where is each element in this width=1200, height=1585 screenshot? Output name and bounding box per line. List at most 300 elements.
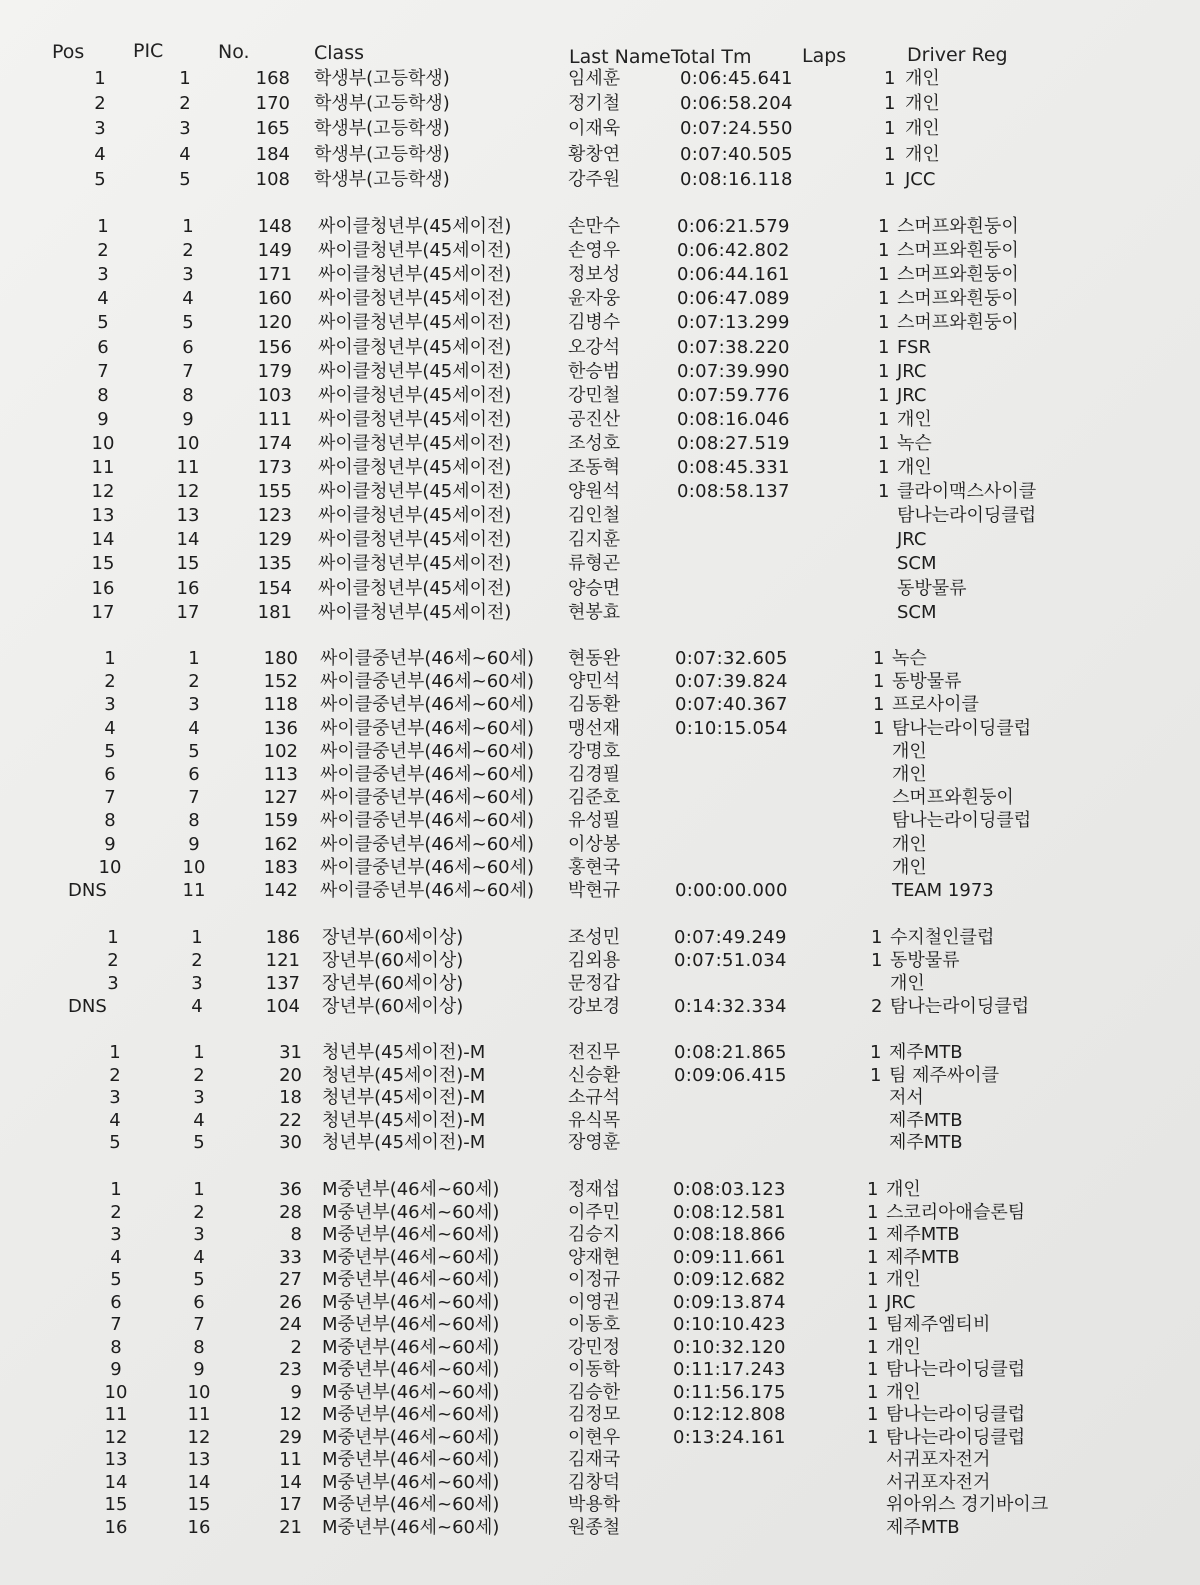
header-no: No.	[218, 41, 250, 63]
last-name-cell: 손만수	[568, 216, 621, 237]
class-cell: 싸이클청년부(45세이전)	[318, 553, 512, 574]
driver-reg-cell: 제주MTB	[886, 1517, 960, 1538]
laps-cell: 1	[870, 1042, 882, 1063]
pic-cell: 10	[176, 433, 200, 454]
pic-cell: 5	[179, 169, 191, 190]
bib-number-cell: 148	[257, 216, 292, 237]
bib-number-cell: 28	[279, 1202, 302, 1223]
bib-number-cell: 186	[265, 927, 300, 948]
driver-reg-cell: JCC	[905, 169, 936, 190]
total-time-cell: 0:08:03.123	[673, 1179, 786, 1200]
header-class: Class	[314, 42, 364, 64]
driver-reg-cell: 개인	[897, 409, 932, 430]
pos-cell: 3	[94, 118, 106, 139]
last-name-cell: 김승지	[568, 1224, 621, 1245]
pic-cell: 2	[191, 950, 203, 971]
pic-cell: 12	[176, 481, 200, 502]
driver-reg-cell: 스머프와흰둥이	[897, 240, 1019, 261]
pic-cell: 13	[187, 1449, 211, 1470]
last-name-cell: 양승면	[568, 578, 621, 599]
last-name-cell: 강민철	[568, 385, 621, 406]
bib-number-cell: 159	[263, 810, 298, 831]
last-name-cell: 이동학	[568, 1359, 621, 1380]
pic-cell: 1	[191, 927, 203, 948]
bib-number-cell: 111	[257, 409, 292, 430]
class-cell: 장년부(60세이상)	[322, 973, 464, 994]
last-name-cell: 김재국	[568, 1449, 621, 1470]
pos-cell: 2	[94, 93, 106, 114]
driver-reg-cell: 탐나는라이딩클럽	[897, 505, 1037, 526]
header-pos: Pos	[52, 41, 85, 63]
laps-cell: 1	[867, 1337, 879, 1358]
class-cell: M중년부(46세~60세)	[322, 1269, 500, 1290]
pos-cell: 12	[104, 1427, 128, 1448]
driver-reg-cell: 동방물류	[892, 671, 962, 692]
header-driver-reg: Driver Reg	[907, 44, 1008, 66]
last-name-cell: 정기철	[568, 93, 621, 114]
class-cell: 싸이클청년부(45세이전)	[318, 529, 512, 550]
class-cell: M중년부(46세~60세)	[322, 1382, 500, 1403]
pos-cell: 3	[104, 694, 116, 715]
class-cell: 싸이클청년부(45세이전)	[318, 361, 512, 382]
driver-reg-cell: 개인	[905, 93, 940, 114]
driver-reg-cell: 녹슨	[897, 433, 932, 454]
last-name-cell: 유식목	[568, 1110, 621, 1131]
last-name-cell: 이주민	[568, 1202, 621, 1223]
total-time-cell: 0:06:42.802	[677, 240, 790, 261]
class-cell: 싸이클청년부(45세이전)	[318, 481, 512, 502]
laps-cell: 1	[873, 694, 885, 715]
laps-cell: 1	[878, 457, 890, 478]
last-name-cell: 소규석	[568, 1087, 621, 1108]
class-cell: 청년부(45세이전)-M	[322, 1087, 486, 1108]
pic-cell: 5	[188, 741, 200, 762]
pos-cell: 3	[110, 1224, 122, 1245]
laps-cell: 1	[884, 93, 896, 114]
last-name-cell: 한승범	[568, 361, 621, 382]
header-pic: PIC	[133, 40, 164, 62]
total-time-cell: 0:08:18.866	[673, 1224, 786, 1245]
pos-cell: 3	[107, 973, 119, 994]
driver-reg-cell: 개인	[905, 68, 940, 89]
pic-cell: 4	[179, 144, 191, 165]
bib-number-cell: 102	[263, 741, 298, 762]
header-last-name: Last Name	[569, 46, 671, 68]
driver-reg-cell: 제주MTB	[889, 1132, 963, 1153]
last-name-cell: 김정모	[568, 1404, 621, 1425]
total-time-cell: 0:07:39.824	[675, 671, 788, 692]
total-time-cell: 0:00:00.000	[675, 880, 788, 901]
total-time-cell: 0:07:59.776	[677, 385, 790, 406]
last-name-cell: 임세훈	[568, 68, 621, 89]
class-cell: 싸이클청년부(45세이전)	[318, 457, 512, 478]
bib-number-cell: 170	[255, 93, 290, 114]
pic-cell: 2	[193, 1202, 205, 1223]
driver-reg-cell: 개인	[892, 741, 927, 762]
bib-number-cell: 24	[279, 1314, 302, 1335]
pos-cell: DNS	[68, 996, 107, 1017]
laps-cell: 1	[867, 1247, 879, 1268]
pos-cell: 4	[97, 288, 109, 309]
pic-cell: 8	[193, 1337, 205, 1358]
driver-reg-cell: FSR	[897, 337, 931, 358]
pic-cell: 15	[187, 1494, 211, 1515]
pic-cell: 2	[188, 671, 200, 692]
class-cell: 학생부(고등학생)	[314, 93, 450, 114]
bib-number-cell: 137	[265, 973, 300, 994]
bib-number-cell: 152	[263, 671, 298, 692]
class-cell: 싸이클중년부(46세~60세)	[320, 857, 535, 878]
pic-cell: 10	[187, 1382, 211, 1403]
bib-number-cell: 2	[290, 1337, 302, 1358]
driver-reg-cell: SCM	[897, 602, 937, 623]
pic-cell: 4	[182, 288, 194, 309]
bib-number-cell: 127	[263, 787, 298, 808]
pos-cell: 5	[104, 741, 116, 762]
total-time-cell: 0:07:13.299	[677, 312, 790, 333]
pic-cell: 8	[188, 810, 200, 831]
bib-number-cell: 174	[257, 433, 292, 454]
last-name-cell: 강명호	[568, 741, 621, 762]
pic-cell: 16	[187, 1517, 211, 1538]
total-time-cell: 0:08:45.331	[677, 457, 790, 478]
pos-cell: 9	[104, 834, 116, 855]
bib-number-cell: 11	[279, 1449, 302, 1470]
last-name-cell: 양재현	[568, 1247, 621, 1268]
last-name-cell: 윤자웅	[568, 288, 621, 309]
total-time-cell: 0:13:24.161	[673, 1427, 786, 1448]
last-name-cell: 김경필	[568, 764, 621, 785]
driver-reg-cell: 팀 제주싸이클	[889, 1065, 1000, 1086]
class-cell: 학생부(고등학생)	[314, 144, 450, 165]
pic-cell: 1	[179, 68, 191, 89]
class-cell: M중년부(46세~60세)	[322, 1472, 500, 1493]
laps-cell: 1	[867, 1269, 879, 1290]
pic-cell: 11	[176, 457, 200, 478]
driver-reg-cell: TEAM 1973	[892, 880, 994, 901]
last-name-cell: 이상봉	[568, 834, 621, 855]
last-name-cell: 강주원	[568, 169, 621, 190]
laps-cell: 1	[867, 1427, 879, 1448]
pic-cell: 7	[182, 361, 194, 382]
class-cell: M중년부(46세~60세)	[322, 1494, 500, 1515]
class-cell: M중년부(46세~60세)	[322, 1449, 500, 1470]
pos-cell: 5	[109, 1132, 121, 1153]
pic-cell: 3	[179, 118, 191, 139]
laps-cell: 1	[878, 288, 890, 309]
total-time-cell: 0:14:32.334	[674, 996, 787, 1017]
pic-cell: 4	[188, 718, 200, 739]
total-time-cell: 0:07:51.034	[674, 950, 787, 971]
pos-cell: 7	[104, 787, 116, 808]
last-name-cell: 김준호	[568, 787, 621, 808]
driver-reg-cell: 개인	[905, 118, 940, 139]
pic-cell: 17	[176, 602, 200, 623]
pic-cell: 6	[193, 1292, 205, 1313]
bib-number-cell: 171	[257, 264, 292, 285]
pic-cell: 4	[191, 996, 203, 1017]
pic-cell: 2	[179, 93, 191, 114]
last-name-cell: 양민석	[568, 671, 621, 692]
bib-number-cell: 181	[257, 602, 292, 623]
pic-cell: 14	[176, 529, 200, 550]
total-time-cell: 0:12:12.808	[673, 1404, 786, 1425]
pic-cell: 3	[188, 694, 200, 715]
laps-cell: 1	[867, 1382, 879, 1403]
last-name-cell: 김외용	[568, 950, 621, 971]
pos-cell: 16	[104, 1517, 128, 1538]
last-name-cell: 정보성	[568, 264, 621, 285]
total-time-cell: 0:06:58.204	[680, 93, 793, 114]
laps-cell: 1	[878, 361, 890, 382]
class-cell: 싸이클청년부(45세이전)	[318, 433, 512, 454]
class-cell: 싸이클중년부(46세~60세)	[320, 694, 535, 715]
pos-cell: 4	[104, 718, 116, 739]
pos-cell: 12	[91, 481, 115, 502]
bib-number-cell: 8	[290, 1224, 302, 1245]
bib-number-cell: 184	[255, 144, 290, 165]
pos-cell: 7	[97, 361, 109, 382]
pos-cell: 5	[110, 1269, 122, 1290]
last-name-cell: 박현규	[568, 880, 621, 901]
last-name-cell: 오강석	[568, 337, 621, 358]
driver-reg-cell: 제주MTB	[886, 1224, 960, 1245]
class-cell: M중년부(46세~60세)	[322, 1224, 500, 1245]
class-cell: M중년부(46세~60세)	[322, 1337, 500, 1358]
driver-reg-cell: 녹슨	[892, 648, 927, 669]
total-time-cell: 0:07:32.605	[675, 648, 788, 669]
laps-cell: 1	[878, 481, 890, 502]
class-cell: 싸이클청년부(45세이전)	[318, 264, 512, 285]
bib-number-cell: 149	[257, 240, 292, 261]
pic-cell: 2	[193, 1065, 205, 1086]
pos-cell: 1	[97, 216, 109, 237]
pic-cell: 9	[188, 834, 200, 855]
last-name-cell: 양원석	[568, 481, 621, 502]
bib-number-cell: 154	[257, 578, 292, 599]
driver-reg-cell: 동방물류	[890, 950, 960, 971]
driver-reg-cell: 개인	[886, 1269, 921, 1290]
bib-number-cell: 156	[257, 337, 292, 358]
class-cell: 싸이클중년부(46세~60세)	[320, 648, 535, 669]
last-name-cell: 강민정	[568, 1337, 621, 1358]
pos-cell: 14	[104, 1472, 128, 1493]
class-cell: 싸이클청년부(45세이전)	[318, 578, 512, 599]
pic-cell: 8	[182, 385, 194, 406]
driver-reg-cell: JRC	[886, 1292, 916, 1313]
driver-reg-cell: 수지철인클럽	[890, 927, 995, 948]
class-cell: 장년부(60세이상)	[322, 996, 464, 1017]
pic-cell: 3	[193, 1224, 205, 1245]
bib-number-cell: 21	[279, 1517, 302, 1538]
driver-reg-cell: 개인	[886, 1179, 921, 1200]
pic-cell: 1	[193, 1042, 205, 1063]
laps-cell: 1	[878, 337, 890, 358]
driver-reg-cell: 스코리아애슬론팀	[886, 1202, 1026, 1223]
total-time-cell: 0:07:40.505	[680, 144, 793, 165]
laps-cell: 1	[867, 1179, 879, 1200]
pos-cell: 2	[109, 1065, 121, 1086]
pos-cell: 8	[110, 1337, 122, 1358]
pos-cell: 2	[110, 1202, 122, 1223]
bib-number-cell: 183	[263, 857, 298, 878]
laps-cell: 2	[871, 996, 883, 1017]
driver-reg-cell: 개인	[892, 857, 927, 878]
pic-cell: 4	[193, 1110, 205, 1131]
class-cell: M중년부(46세~60세)	[322, 1517, 500, 1538]
driver-reg-cell: 스머프와흰둥이	[897, 312, 1019, 333]
last-name-cell: 강보경	[568, 996, 621, 1017]
last-name-cell: 황창연	[568, 144, 621, 165]
bib-number-cell: 103	[257, 385, 292, 406]
bib-number-cell: 120	[257, 312, 292, 333]
pos-cell: 8	[104, 810, 116, 831]
total-time-cell: 0:07:24.550	[680, 118, 793, 139]
driver-reg-cell: 팀제주엠티비	[886, 1314, 991, 1335]
laps-cell: 1	[873, 671, 885, 692]
pos-cell: 10	[98, 857, 122, 878]
last-name-cell: 이동호	[568, 1314, 621, 1335]
laps-cell: 1	[871, 927, 883, 948]
pos-cell: 1	[94, 68, 106, 89]
driver-reg-cell: 제주MTB	[889, 1042, 963, 1063]
last-name-cell: 신승환	[568, 1065, 621, 1086]
class-cell: M중년부(46세~60세)	[322, 1202, 500, 1223]
driver-reg-cell: 서귀포자전거	[886, 1472, 991, 1493]
driver-reg-cell: 위아위스 경기바이크	[886, 1494, 1049, 1515]
class-cell: 장년부(60세이상)	[322, 927, 464, 948]
pic-cell: 11	[187, 1404, 211, 1425]
last-name-cell: 이정규	[568, 1269, 621, 1290]
pos-cell: 5	[97, 312, 109, 333]
bib-number-cell: 26	[279, 1292, 302, 1313]
total-time-cell: 0:08:16.118	[680, 169, 793, 190]
laps-cell: 1	[871, 950, 883, 971]
laps-cell: 1	[867, 1314, 879, 1335]
bib-number-cell: 23	[279, 1359, 302, 1380]
class-cell: 학생부(고등학생)	[314, 68, 450, 89]
last-name-cell: 조성민	[568, 927, 621, 948]
driver-reg-cell: JRC	[897, 529, 927, 550]
pos-cell: 13	[91, 505, 115, 526]
last-name-cell: 공진산	[568, 409, 621, 430]
bib-number-cell: 136	[263, 718, 298, 739]
driver-reg-cell: 탐나는라이딩클럽	[890, 996, 1030, 1017]
last-name-cell: 유성필	[568, 810, 621, 831]
pos-cell: 11	[91, 457, 115, 478]
total-time-cell: 0:10:15.054	[675, 718, 788, 739]
last-name-cell: 장영훈	[568, 1132, 621, 1153]
bib-number-cell: 142	[263, 880, 298, 901]
driver-reg-cell: 스머프와흰둥이	[892, 787, 1014, 808]
bib-number-cell: 17	[279, 1494, 302, 1515]
pos-cell: 9	[97, 409, 109, 430]
class-cell: M중년부(46세~60세)	[322, 1404, 500, 1425]
bib-number-cell: 155	[257, 481, 292, 502]
bib-number-cell: 104	[265, 996, 300, 1017]
bib-number-cell: 180	[263, 648, 298, 669]
laps-cell: 1	[878, 409, 890, 430]
pos-cell: 1	[109, 1042, 121, 1063]
total-time-cell: 0:10:10.423	[673, 1314, 786, 1335]
driver-reg-cell: 스머프와흰둥이	[897, 264, 1019, 285]
last-name-cell: 김인철	[568, 505, 621, 526]
laps-cell: 1	[878, 433, 890, 454]
driver-reg-cell: JRC	[897, 361, 927, 382]
class-cell: 싸이클중년부(46세~60세)	[320, 671, 535, 692]
pos-cell: 1	[107, 927, 119, 948]
bib-number-cell: 108	[255, 169, 290, 190]
pic-cell: 5	[193, 1269, 205, 1290]
driver-reg-cell: 동방물류	[897, 578, 967, 599]
last-name-cell: 조성호	[568, 433, 621, 454]
pos-cell: 5	[94, 169, 106, 190]
driver-reg-cell: 개인	[892, 834, 927, 855]
bib-number-cell: 14	[279, 1472, 302, 1493]
pic-cell: 3	[193, 1087, 205, 1108]
last-name-cell: 맹선재	[568, 718, 621, 739]
pos-cell: 13	[104, 1449, 128, 1470]
last-name-cell: 손영우	[568, 240, 621, 261]
pic-cell: 5	[193, 1132, 205, 1153]
class-cell: M중년부(46세~60세)	[322, 1292, 500, 1313]
total-time-cell: 0:11:56.175	[673, 1382, 786, 1403]
pic-cell: 1	[188, 648, 200, 669]
pic-cell: 1	[182, 216, 194, 237]
pos-cell: 14	[91, 529, 115, 550]
bib-number-cell: 18	[279, 1087, 302, 1108]
laps-cell: 1	[884, 118, 896, 139]
total-time-cell: 0:09:13.874	[673, 1292, 786, 1313]
laps-cell: 1	[878, 385, 890, 406]
driver-reg-cell: 스머프와흰둥이	[897, 288, 1019, 309]
last-name-cell: 원종철	[568, 1517, 621, 1538]
laps-cell: 1	[884, 144, 896, 165]
pic-cell: 10	[182, 857, 206, 878]
bib-number-cell: 36	[279, 1179, 302, 1200]
class-cell: 청년부(45세이전)-M	[322, 1065, 486, 1086]
pos-cell: 9	[110, 1359, 122, 1380]
pic-cell: 11	[182, 880, 206, 901]
pos-cell: 11	[104, 1404, 128, 1425]
pic-cell: 3	[191, 973, 203, 994]
bib-number-cell: 123	[257, 505, 292, 526]
laps-cell: 1	[867, 1404, 879, 1425]
class-cell: 청년부(45세이전)-M	[322, 1042, 486, 1063]
pos-cell: 6	[104, 764, 116, 785]
last-name-cell: 정재섭	[568, 1179, 621, 1200]
total-time-cell: 0:07:40.367	[675, 694, 788, 715]
bib-number-cell: 20	[279, 1065, 302, 1086]
pic-cell: 16	[176, 578, 200, 599]
driver-reg-cell: 개인	[892, 764, 927, 785]
total-time-cell: 0:09:11.661	[673, 1247, 786, 1268]
class-cell: 학생부(고등학생)	[314, 118, 450, 139]
total-time-cell: 0:06:21.579	[677, 216, 790, 237]
pos-cell: DNS	[68, 880, 107, 901]
laps-cell: 1	[873, 648, 885, 669]
laps-cell: 1	[878, 240, 890, 261]
last-name-cell: 김지훈	[568, 529, 621, 550]
class-cell: 싸이클청년부(45세이전)	[318, 288, 512, 309]
driver-reg-cell: 개인	[905, 144, 940, 165]
driver-reg-cell: 저서	[889, 1087, 924, 1108]
total-time-cell: 0:10:32.120	[673, 1337, 786, 1358]
pos-cell: 3	[97, 264, 109, 285]
pos-cell: 4	[109, 1110, 121, 1131]
class-cell: 싸이클청년부(45세이전)	[318, 337, 512, 358]
class-cell: 싸이클청년부(45세이전)	[318, 409, 512, 430]
